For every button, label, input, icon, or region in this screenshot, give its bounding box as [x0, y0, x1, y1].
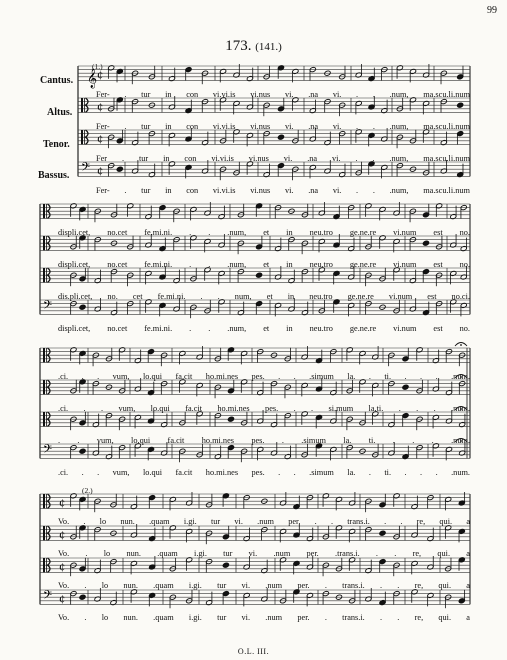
fermata-dot — [460, 344, 462, 346]
lyric-line-4-3: Vo. . lo nun. .quam i.gi. tur vi. .num per. . trans.i. . . re, qui. a — [58, 581, 470, 590]
note-head — [402, 384, 409, 390]
cut-time-icon: ¢ — [97, 101, 104, 113]
bass-clef-icon: 𝄢 — [43, 588, 53, 605]
lyric-line-1-4: Fer- . tur in con vi.vi.is vi.nus vi. .na vi. . . .num, ma.scu.li.num — [96, 186, 470, 195]
note-head — [379, 530, 386, 536]
lyric-line-3-2: .ci. . . vum, lo.qui fa.cit ho.mi.nes pes. . . si.mum la.ti. . . . .num. — [58, 404, 470, 413]
lyric-line-2-1: displi.cet, no.cet fe.mi.ni. . . .num, et in neu.tro ge.ne.re vi.num est no. — [58, 228, 470, 237]
lyric-line-2-4: displi.cet, no.cet fe.mi.ni. . . .num, et in neu.tro ge.ne.re vi.num est no. — [58, 324, 470, 333]
note-head — [227, 416, 234, 422]
lyric-line-2-2: displi.cet, no.cet fe.mi.ni. . . .num, et in neu.tro ge.ne.re vi.num est no. — [58, 260, 470, 269]
note-head — [79, 594, 86, 600]
cut-time-icon: ¢ — [59, 561, 66, 573]
staff-1-1 — [78, 64, 470, 88]
lyric-line-4-1: Vo. . lo nun. .quam i.gi. tur vi. .num per. . . trans.i. . . re, qui. a — [58, 517, 470, 526]
lyric-line-3-4: .ci. . . vum, lo.qui fa.cit ho.mi.nes pes. . . .simum la. . ti. . . . .num. — [58, 468, 470, 477]
section-mark-1: (1.) — [92, 62, 103, 71]
cut-time-icon: ¢ — [59, 497, 66, 509]
cut-time-icon: ¢ — [59, 593, 66, 605]
section-mark-2: (2.) — [82, 486, 93, 495]
lyric-line-4-2: Vo. . lo nun. .quam i.gi. tur vi. .num per. .trans.i. . . re, qui. a — [58, 549, 470, 558]
lyric-line-3-3: . . vum, lo.qui fa.cit ho.mi.nes pes. . .simum la. ti. . . . .num. — [58, 436, 470, 445]
note-head — [457, 102, 464, 108]
note-head — [79, 448, 86, 454]
voice-label-cantus: Cantus. — [40, 75, 74, 86]
note-head — [222, 562, 229, 568]
voice-label-bassus: Bassus. — [38, 170, 70, 181]
piece-number: 173. — [225, 38, 252, 54]
cut-time-icon: ¢ — [97, 165, 104, 177]
staff-4-1 — [40, 492, 470, 512]
footer-mark: O.L. III. — [237, 647, 270, 656]
lyric-line-1-2: Fer- . tur in con vi.vi.is vi.nus vi. .na vi. . . .num, ma.scu.li.num — [96, 122, 470, 131]
bass-clef-icon: 𝄢 — [81, 160, 91, 177]
bass-clef-icon: 𝄢 — [43, 298, 53, 315]
staff-2-1 — [40, 202, 470, 222]
lyric-line-4-4: Vo. . lo nun. .quam i.gi. tur vi. .num per. . trans.i. . . re, qui. a — [58, 613, 470, 622]
note-head — [256, 272, 263, 278]
treble-clef-icon: 𝄞 — [87, 68, 98, 89]
cut-time-icon: ¢ — [59, 529, 66, 541]
voice-label-altus: Altus. — [47, 107, 73, 118]
page-number: 99 — [487, 5, 497, 16]
bass-clef-icon: 𝄢 — [43, 442, 53, 459]
piece-alt-number: (141.) — [255, 41, 282, 53]
lyric-line-1-3: Fer . tur in con vi.vi.is vi.nus vi. .na vi. . . .num, ma.scu.li.num — [96, 154, 470, 163]
voice-label-tenor: Tenor. — [43, 139, 70, 150]
cut-time-icon: ¢ — [97, 69, 104, 81]
note-head — [79, 304, 86, 310]
note-head — [422, 240, 429, 246]
lyric-line-3-1: .ci. . . vum, lo.qui fa.cit ho.mi.nes pes. . . .simum la. . ti. . . . .num. — [58, 372, 470, 381]
note-head — [116, 166, 123, 172]
lyric-line-1-1: Fer- . tur in con vi.vi.is vi.nus vi. .na vi. . . .num, ma.scu.li.num — [96, 90, 470, 99]
cut-time-icon: ¢ — [97, 133, 104, 145]
note-head — [277, 134, 284, 140]
staff-3-1 — [40, 346, 470, 366]
lyric-line-2-3: dis.pli.cet, no. cet fe.mi.ni. . . num, et in neu.tro ge.ne.re vi.num est no.ci. — [58, 292, 470, 301]
